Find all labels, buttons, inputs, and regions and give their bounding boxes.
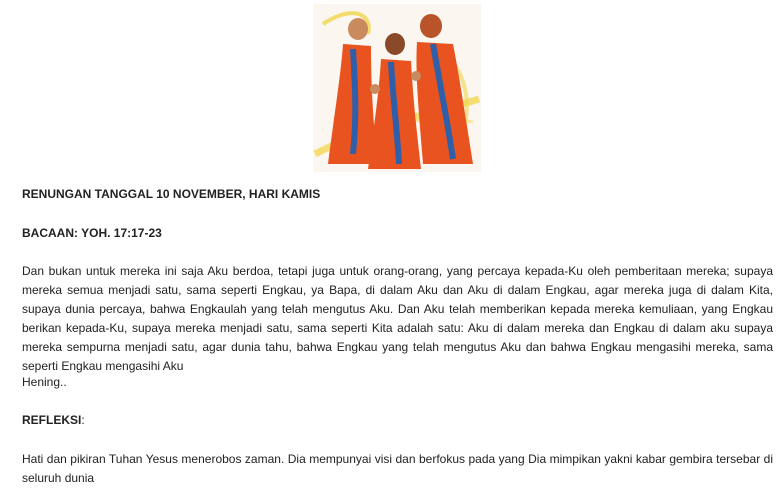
page-title: RENUNGAN TANGGAL 10 NOVEMBER, HARI KAMIS <box>22 187 321 201</box>
scripture-passage: Dan bukan untuk mereka ini saja Aku berdoa, tetapi juga untuk orang-orang, yang percaya kepada-Ku oleh pemberitaan mereka; supaya mereka semua menjadi satu, sama seperti Engkau, ya Bapa, di dalam Aku dan Aku di dalam Engkau, agar mereka juga di dalam Kita, supaya dunia percaya, bahwa Engkaulah yang telah mengutus Aku. Dan Aku telah memberikan kepada mereka kemuliaan, yang Engkau berikan kepada-Ku, supaya mereka menjadi satu, sama seperti Kita adalah satu: Aku di dalam mereka dan Engkau di dalam aku supaya mereka sempurna menjadi satu, agar dunia tahu, bahwa Engkau yang telah mengutus Aku dan bahwa Engkau mengasihi mereka, sama seperti Engkau mengasihi Aku <box>22 264 773 373</box>
header-illustration <box>313 4 481 172</box>
reflection-text: Hati dan pikiran Tuhan Yesus menerobos zaman. Dia mempunyai visi dan berfokus pada yang Dia mimpikan yakni kabar gembira tersebar di seluruh dunia <box>22 452 773 485</box>
silence-note: Hening.. <box>22 375 67 389</box>
reflection-label: REFLEKSI <box>22 413 82 427</box>
three-figures-illustration <box>313 4 481 172</box>
reflection-colon: : <box>81 413 85 427</box>
reflection-heading <box>22 411 773 430</box>
reading-reference: BACAAN: YOH. 17:17-23 <box>22 226 162 240</box>
